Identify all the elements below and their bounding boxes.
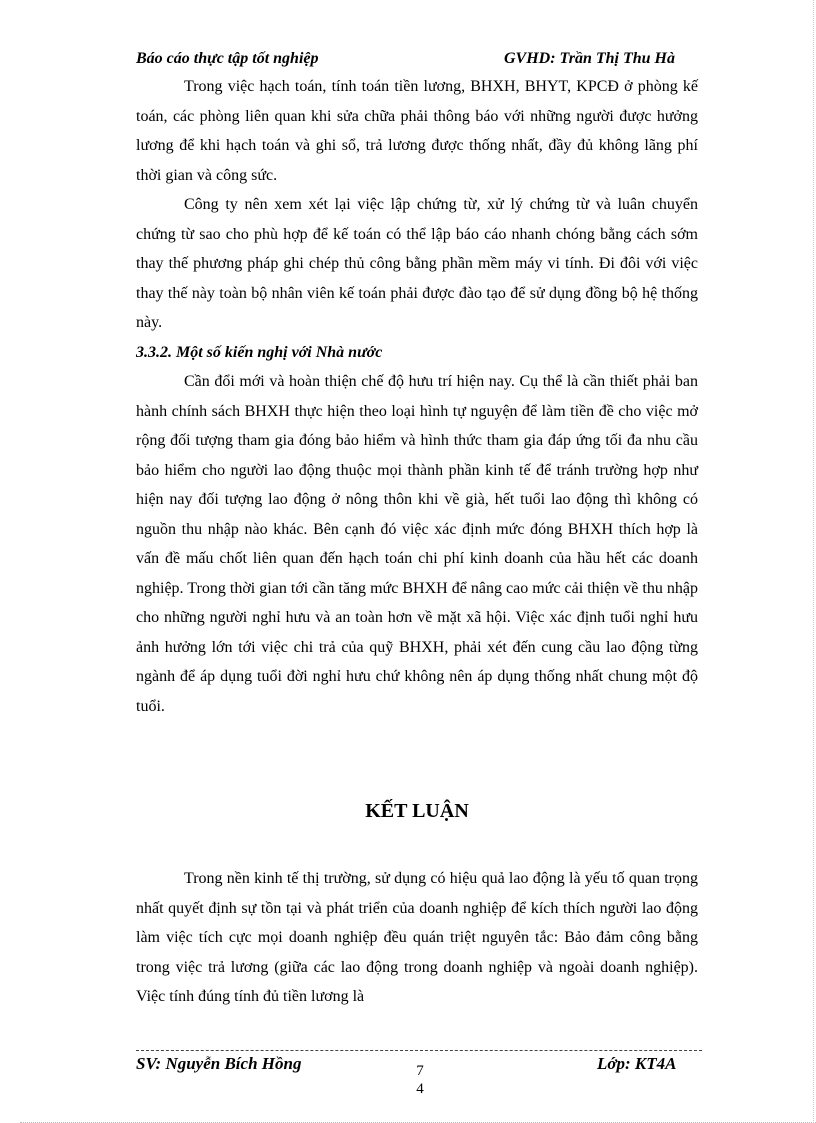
conclusion-title: KẾT LUẬN [365, 800, 469, 822]
section-heading: 3.3.2. Một số kiến nghị với Nhà nước [136, 343, 383, 361]
page-number [408, 1062, 432, 1098]
class-name: Lớp: KT4A [597, 1054, 677, 1073]
page-header [136, 50, 698, 72]
student-name: SV: Nguyễn Bích Hồng [136, 1054, 302, 1073]
page-number-top: 7 [416, 1063, 424, 1079]
paragraph-accounting-notice: Trong việc hạch toán, tính toán tiền lương, BHXH, BHYT, KPCĐ ở phòng kế toán, các phòng liên quan khi sửa chữa phải thông báo với những người được hưởng lương để khi hạch toán và ghi sổ, trả lương được thống nhất, đầy đủ không lãng phí thời gian và công sức. [136, 78, 698, 184]
footer-divider [136, 1050, 702, 1051]
supervisor-name: GVHD: Trần Thị Thu Hà [504, 50, 675, 67]
page-number-bottom: 4 [416, 1081, 424, 1097]
conclusion-section [136, 864, 698, 1012]
paragraph-conclusion: Trong nền kinh tế thị trường, sử dụng có hiệu quả lao động là yếu tố quan trọng nhất quyết định sự tồn tại và phát triển của doanh nghiệp để kích thích người lao động làm việc tích cực mọi doanh nghiệp đều quán triệt nguyên tắc: Bảo đảm công bằng trong việc trả lương (giữa các lao động trong doanh nghiệp và ngoài doanh nghiệp). Việc tính đúng tính đủ tiền lương là [136, 870, 698, 1005]
body-section [136, 72, 698, 721]
paragraph-state-recommendations: Cần đổi mới và hoàn thiện chế độ hưu trí hiện nay. Cụ thể là cần thiết phải ban hành chính sách BHXH thực hiện theo loại hình tự nguyện để làm tiền đề cho việc mở rộng đối tượng tham gia đóng bảo hiểm và hình thức tham gia đáp ứng tối đa nhu cầu bảo hiểm cho người lao động thuộc mọi thành phần kinh tế để tránh trường hợp như hiện nay đối tượng lao động ở nông thôn khi về già, hết tuổi lao động thì không có nguồn thu nhập nào khác. Bên cạnh đó việc xác định mức đóng BHXH thích hợp là vấn đề mấu chốt liên quan đến hạch toán chi phí kinh doanh của hầu hết các doanh nghiệp. Trong thời gian tới cần tăng mức BHXH để nâng cao mức cải thiện về thu nhập cho những người nghỉ hưu và an toàn hơn về mặt xã hội. Việc xác định tuổi nghỉ hưu ảnh hưởng lớn tới việc chi trả của quỹ BHXH, phải xét đến cung cầu lao động từng ngành để áp dụng tuổi đời nghỉ hưu chứ không nên áp dụng thống nhất chung một độ tuổi. [136, 373, 698, 715]
page-right-edge [813, 0, 814, 1123]
report-title: Báo cáo thực tập tốt nghiệp [136, 50, 319, 67]
paragraph-voucher-review: Công ty nên xem xét lại việc lập chứng từ, xử lý chứng từ và luân chuyển chứng từ sao cho phù hợp để kế toán có thể lập báo cáo nhanh chóng bằng cách sớm thay thế phương pháp ghi chép thủ công bằng phần mềm máy vi tính. Đi đôi với việc thay thế này toàn bộ nhân viên kế toán phải được đào tạo để sử dụng đồng bộ hệ thống này. [136, 196, 698, 331]
